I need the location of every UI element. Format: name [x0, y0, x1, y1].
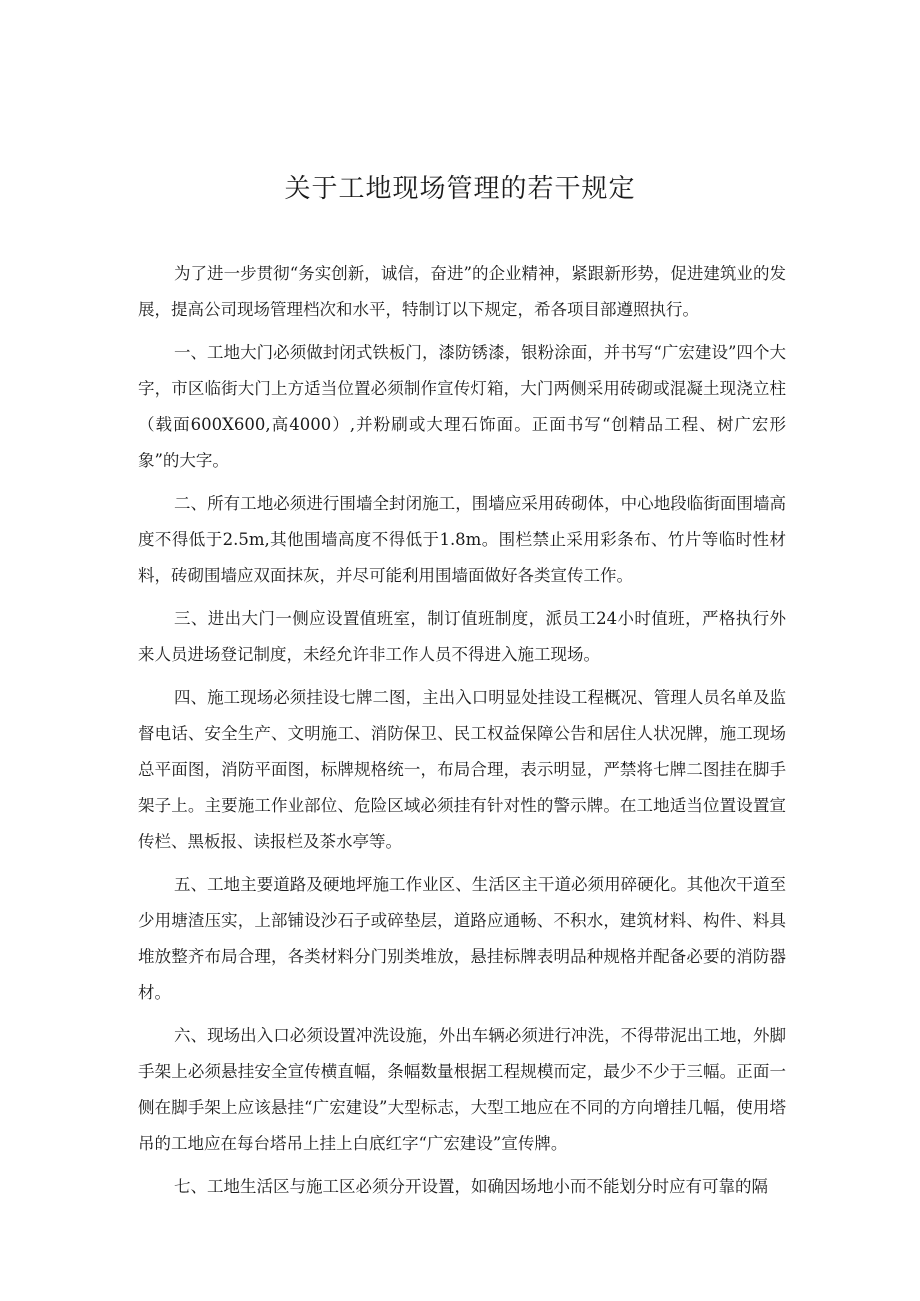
document-title: 关于工地现场管理的若干规定 [284, 174, 636, 204]
rule-paragraph-1: 一、工地大门必须做封闭式铁板门，漆防锈漆，银粉涂面，并书写“广宏建设”四个大字，市区临街大门上方适当位置必须制作宣传灯箱，大门两侧采用砖砌或混凝土现浇立柱（载面600X600,高4000）,并粉刷或大理石饰面。正面书写“创精品工程、树广宏形象”的大字。 [138, 343, 786, 470]
rule-paragraph-7: 七、工地生活区与施工区必须分开设置，如确因场地小而不能划分时应有可靠的隔 [174, 1177, 768, 1196]
rule-paragraph-6: 六、现场出入口必须设置冲洗设施，外出车辆必须进行冲洗，不得带泥出工地，外脚手架上必须悬挂安全宣传横直幅，条幅数量根据工程规模而定，最少不少于三幅。正面一侧在脚手架上应该悬挂“广宏建设”大型标志，大型工地应在不同的方向增挂几幅，使用塔吊的工地应在每台塔吊上挂上白底红字“广宏建设”宣传牌。 [138, 1026, 786, 1153]
rule-paragraph-2: 二、所有工地必须进行围墙全封闭施工，围墙应采用砖砌体，中心地段临街面围墙高度不得低于2.5m,其他围墙高度不得低于1.8m。围栏禁止采用彩条布、竹片等临时性材料，砖砌围墙应双面抹灰，并尽可能利用围墙面做好各类宣传工作。 [138, 494, 786, 585]
rule-paragraph-4: 四、施工现场必须挂设七牌二图，主出入口明显处挂设工程概况、管理人员名单及监督电话、安全生产、文明施工、消防保卫、民工权益保障公告和居住人状况牌，施工现场总平面图，消防平面图，标牌规格统一，布局合理，表示明显，严禁将七牌二图挂在脚手架子上。主要施工作业部位、危险区域必须挂有针对性的警示牌。在工地适当位置设置宣传栏、黑板报、读报栏及茶水亭等。 [138, 688, 786, 851]
document-body [138, 256, 786, 1212]
rule-paragraph-3: 三、进出大门一侧应设置值班室，制订值班制度，派员工24小时值班，严格执行外来人员进场登记制度，未经允许非工作人员不得进入施工现场。 [138, 609, 786, 664]
intro-paragraph: 为了进一步贯彻“务实创新，诚信，奋进”的企业精神，紧跟新形势，促进建筑业的发展，提高公司现场管理档次和水平，特制订以下规定，希各项目部遵照执行。 [138, 264, 786, 319]
rule-paragraph-5: 五、工地主要道路及硬地坪施工作业区、生活区主干道必须用碎硬化。其他次干道至少用塘渣压实，上部铺设沙石子或碎垫层，道路应通畅、不积水，建筑材料、构件、料具堆放整齐布局合理，各类材料分门别类堆放，悬挂标牌表明品种规格并配备必要的消防器材。 [138, 875, 786, 1002]
